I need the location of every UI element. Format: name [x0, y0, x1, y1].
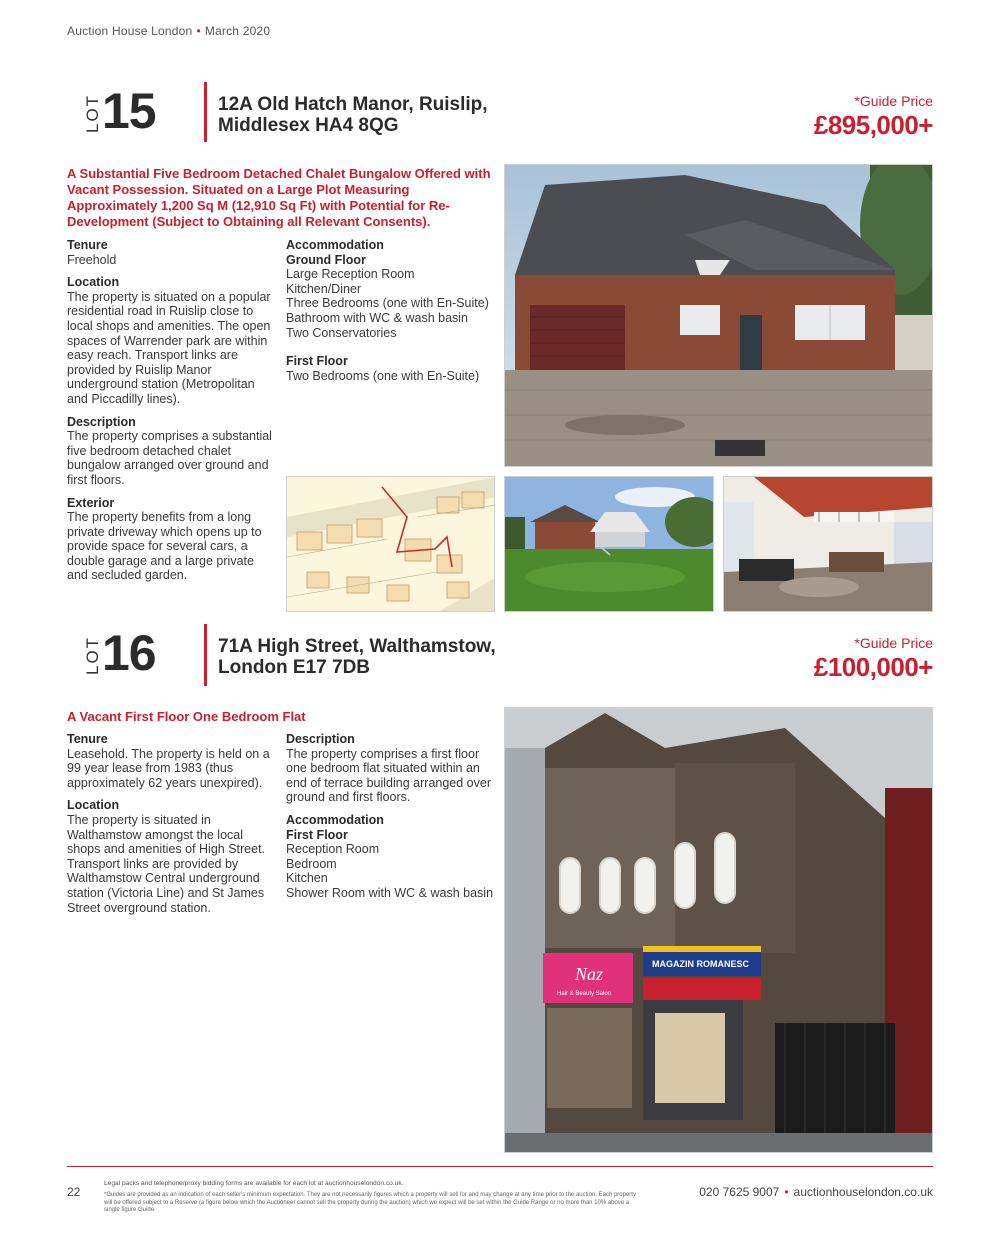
- shop-sign-magazin: MAGAZIN ROMANESC: [652, 959, 749, 969]
- room-item: Kitchen: [286, 871, 328, 886]
- accommodation-heading: Accommodation: [286, 238, 384, 252]
- description-heading: Description: [286, 732, 355, 746]
- interior-image: [724, 477, 933, 612]
- room-item: Large Reception Room: [286, 267, 415, 282]
- separator-dot: •: [784, 1185, 789, 1199]
- red-divider: [204, 624, 207, 686]
- address-line-1: 71A High Street, Walthamstow,: [218, 636, 496, 657]
- footer-contact: [699, 1185, 933, 1199]
- lot-label: LOT: [83, 635, 102, 675]
- lot-details-left: [67, 238, 277, 583]
- bungalow-image: [505, 165, 933, 467]
- guide-disclaimer: *Guides are provided as an indication of each seller's minimum expectation. They are not necessarily figures which a property will sell for and may change at any time prior to the auction. Each property will be offered subject to a Reserve (a figure below which the Auctioneer cannot sell the property during the auction) which we expect will be set within the Guide Range or no more than 10% above a single figure Guide.: [104, 1192, 636, 1214]
- tenure-heading: Tenure: [67, 732, 108, 746]
- location-heading: Location: [67, 275, 120, 290]
- company-name: Auction House London: [67, 24, 193, 38]
- building-image: [505, 708, 933, 1153]
- ground-floor-heading: Ground Floor: [286, 252, 366, 267]
- lot-address: [218, 94, 488, 136]
- room-item: Bathroom with WC & wash basin: [286, 310, 469, 325]
- description-text: The property comprises a substantial five bedroom detached chalet bungalow arranged over ground and first floors.: [67, 429, 272, 487]
- accommodation-heading: Accommodation: [286, 812, 384, 827]
- room-item: Two Bedrooms (one with En-Suite): [286, 368, 480, 383]
- garden-photo: [504, 476, 714, 612]
- description-text: The property comprises a first floor one bedroom flat situated within an end of terrace building arranged over ground and first floors.: [286, 746, 491, 805]
- separator-dot: •: [196, 24, 201, 38]
- page-number: 22: [67, 1185, 81, 1199]
- guide-price: £100,000+: [813, 652, 933, 682]
- lot-address: [218, 636, 496, 678]
- exterior-heading: Exterior: [67, 495, 115, 510]
- address-line-2: Middlesex HA4 8QG: [218, 115, 399, 136]
- footer-divider: [67, 1166, 933, 1167]
- site-plan-image: [287, 477, 495, 612]
- property-photo-main: [504, 164, 933, 467]
- page-header: [67, 24, 270, 38]
- website-link[interactable]: auctionhouselondon.co.uk: [793, 1185, 933, 1199]
- address-line-1: 12A Old Hatch Manor, Ruislip,: [218, 94, 488, 115]
- shop-sign-naz-sub: Hair & Beauty Salon: [557, 991, 612, 997]
- guide-price: £895,000+: [813, 110, 933, 140]
- lot-headline: A Vacant First Floor One Bedroom Flat: [67, 709, 306, 724]
- guide-price-label: *Guide Price: [854, 635, 933, 651]
- phone-number[interactable]: 020 7625 9007: [699, 1185, 780, 1199]
- lot-accommodation: [286, 238, 496, 383]
- lot-details-left: [67, 732, 277, 915]
- lot-headline: A Substantial Five Bedroom Detached Chalet Bungalow Offered with Vacant Possession. Situated on a Large Plot Measuring Approximately 1,200 Sq M (12,910 Sq Ft) with Potential for Re-Development (Subject to Obtaining all Relevant Consents).: [67, 166, 491, 229]
- interior-photo: [723, 476, 933, 612]
- room-item: Kitchen/Diner: [286, 281, 362, 296]
- lot-details-right: [286, 732, 496, 901]
- first-floor-heading: First Floor: [286, 827, 348, 842]
- tenure-heading: Tenure: [67, 238, 108, 252]
- guide-price-label: *Guide Price: [854, 93, 933, 109]
- room-item: Bedroom: [286, 856, 337, 871]
- issue-date: March 2020: [204, 24, 271, 38]
- lot-number: 15: [102, 83, 156, 139]
- room-item: Reception Room: [286, 842, 380, 857]
- legal-note: Legal packs and telephone/proxy bidding forms are available for each lot at auctionhouselondon.co.uk.: [104, 1180, 404, 1187]
- tenure-text: Leasehold. The property is held on a 99 year lease from 1983 (thus approximately 62 years unexpired).: [67, 746, 270, 790]
- red-divider: [204, 82, 207, 142]
- room-item: Shower Room with WC & wash basin: [286, 885, 494, 900]
- shop-sign-naz: Naz: [575, 964, 604, 984]
- description-heading: Description: [67, 414, 136, 429]
- location-heading: Location: [67, 798, 120, 813]
- site-plan-map: [286, 476, 495, 612]
- tenure-text: Freehold: [67, 252, 117, 267]
- exterior-text: The property benefits from a long private driveway which opens up to provide space for several cars, a double garage and a large private and secluded garden.: [67, 510, 262, 583]
- room-item: Two Conservatories: [286, 325, 397, 340]
- lot-label: LOT: [83, 93, 102, 133]
- address-line-2: London E17 7DB: [218, 657, 371, 678]
- first-floor-heading: First Floor: [286, 354, 348, 369]
- location-text: The property is situated in Walthamstow amongst the local shops and amenities of High Street. Transport links are provided by Walthamstow Central underground station (Victoria Line) and St James Street overground station.: [67, 812, 266, 915]
- room-item: Three Bedrooms (one with En-Suite): [286, 296, 489, 311]
- lot-number: 16: [102, 625, 156, 681]
- property-photo-main: [504, 707, 933, 1153]
- garden-image: [505, 477, 714, 612]
- location-text: The property is situated on a popular residential road in Ruislip close to local shops and amenities. The open spaces of Warrender park are within easy reach. Transport links are provided by Ruislip Manor underground station (Metropolitan and Piccadilly lines).: [67, 289, 271, 406]
